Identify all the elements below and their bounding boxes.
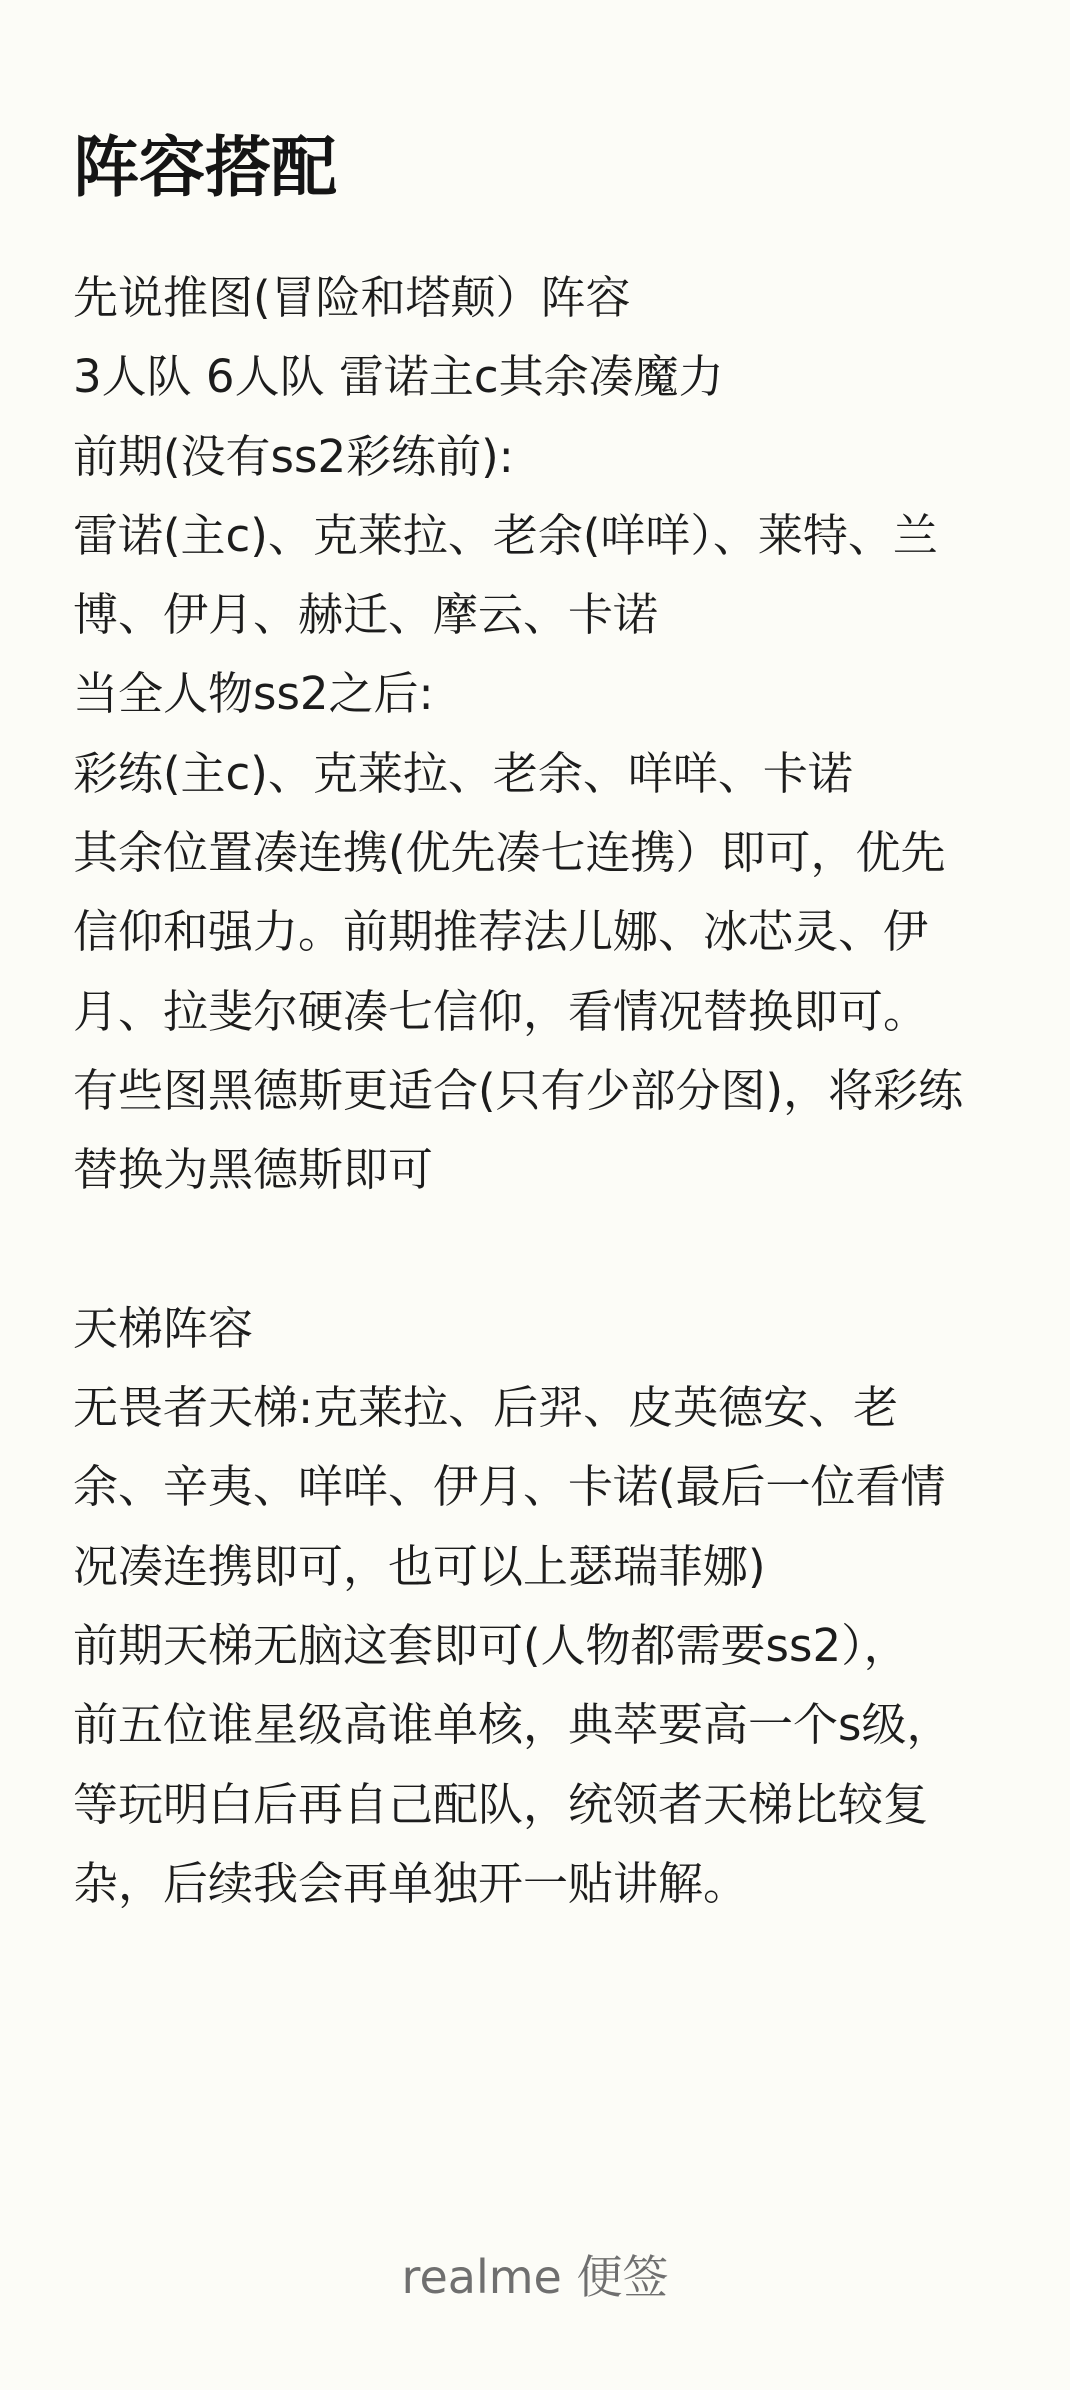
note-line: 替换为黑德斯即可 [73,1143,434,1197]
note-line: 彩练(主c)、克莱拉、老余、咩咩、卡诺 [73,746,853,800]
app-watermark: realme 便签 [401,2250,669,2304]
note-line: 当全人物ss2之后: [73,667,434,721]
note-line: 3人队 6人队 雷诺主c其余凑魔力 [73,350,724,404]
note-line: 前期(没有ss2彩练前): [73,429,514,483]
note-line: 余、辛夷、咩咩、伊月、卡诺(最后一位看情 [73,1460,946,1514]
note-line: 有些图黑德斯更适合(只有少部分图)，将彩练 [73,1063,964,1117]
note-body [73,258,1008,1923]
note-title: 阵容搭配 [73,129,337,206]
note-line: 信仰和强力。前期推荐法儿娜、冰芯灵、伊 [73,905,929,959]
note-line: 先说推图(冒险和塔颠）阵容 [73,271,631,324]
note-line: 况凑连携即可，也可以上瑟瑞菲娜) [73,1539,766,1593]
note-line: 博、伊月、赫迁、摩云、卡诺 [73,588,659,642]
note-line: 等玩明白后再自己配队，统领者天梯比较复 [73,1777,929,1831]
note-line: 其余位置凑连携(优先凑七连携）即可，优先 [73,826,946,880]
note-line: 天梯阵容 [73,1301,254,1355]
note-content[interactable] [73,118,1008,1923]
note-line: 无畏者天梯:克莱拉、后羿、皮英德安、老 [73,1381,899,1435]
note-line: 月、拉斐尔硬凑七信仰，看情况替换即可。 [73,984,929,1038]
note-line: 前五位谁星级高谁单核，典萃要高一个s级， [73,1698,952,1752]
note-line: 杂，后续我会再单独开一贴讲解。 [73,1856,749,1910]
note-line: 前期天梯无脑这套即可(人物都需要ss2）， [73,1619,909,1673]
note-line: 雷诺(主c)、克莱拉、老余(咩咩）、莱特、兰 [73,508,938,562]
note-blank-line [73,1210,1008,1289]
